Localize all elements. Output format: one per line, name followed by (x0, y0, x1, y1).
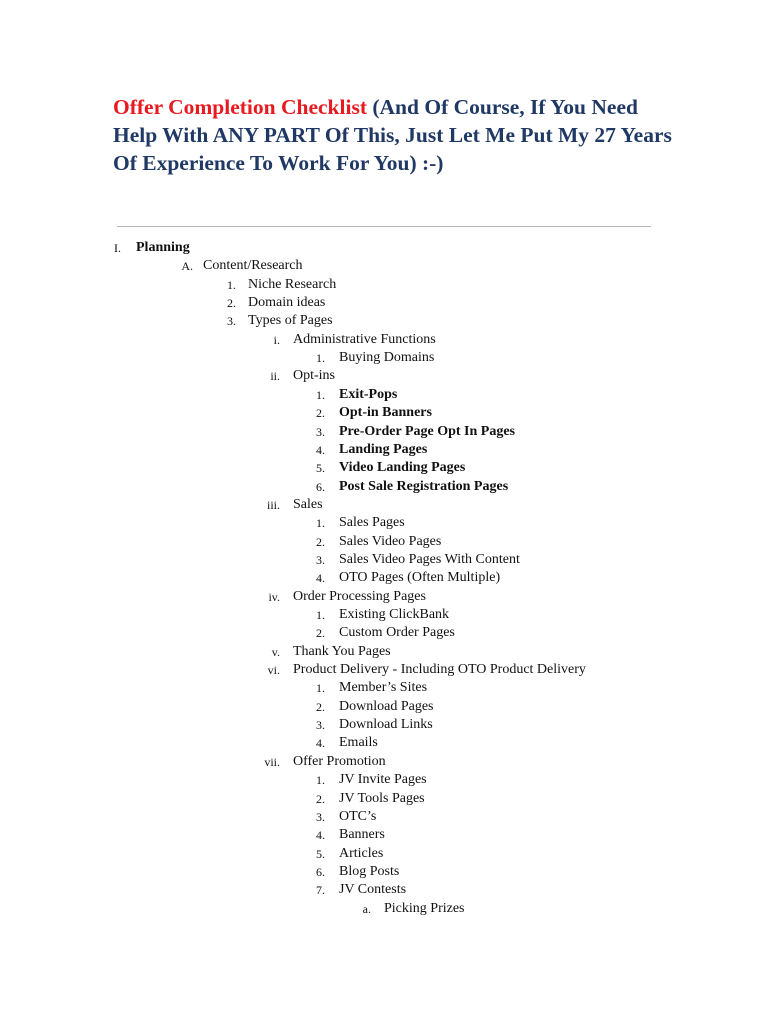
outline-item (0, 404, 432, 422)
outline-text: Banners (339, 827, 385, 843)
outline-text: JV Tools Pages (339, 790, 425, 806)
outline-item (0, 661, 586, 679)
outline-item (0, 771, 427, 789)
outline-text: Planning (136, 240, 190, 255)
outline-marker: 5. (316, 461, 325, 476)
outline-text: Picking Prizes (384, 900, 465, 916)
outline-marker: 3. (316, 718, 325, 733)
outline-marker: 1. (227, 277, 236, 292)
outline-marker: 1. (316, 681, 325, 696)
outline-item (0, 459, 465, 477)
outline-marker: 1. (316, 387, 325, 402)
outline-item (0, 294, 325, 312)
outline-marker: 1. (316, 608, 325, 622)
outline-marker: v. (271, 644, 280, 659)
outline-item (0, 551, 520, 569)
outline-item (0, 753, 386, 771)
horizontal-rule (117, 226, 651, 227)
outline-marker: 3. (316, 809, 325, 824)
outline-text: Administrative Functions (293, 331, 436, 347)
outline-marker: i. (273, 332, 280, 347)
outline-item (0, 441, 427, 459)
outline-item (0, 698, 434, 716)
outline-marker: A. (181, 259, 193, 274)
outline-item (0, 312, 333, 330)
outline-item (0, 606, 449, 624)
outline-marker: 7. (316, 883, 325, 898)
outline-text: OTC’s (339, 808, 377, 824)
outline-item (0, 386, 397, 404)
outline-marker: I. (114, 241, 121, 255)
outline-item (0, 881, 406, 899)
outline-item (0, 863, 399, 881)
outline-item (0, 349, 434, 367)
outline-item (0, 569, 500, 587)
outline-text: JV Invite Pages (339, 772, 427, 788)
outline-item (0, 716, 433, 734)
outline-marker: vii. (264, 754, 280, 769)
outline-text: Existing ClickBank (339, 607, 450, 622)
outline-item (0, 790, 425, 808)
outline-text: Download Pages (339, 698, 434, 714)
outline-marker: 1. (316, 516, 325, 531)
outline-item (0, 423, 515, 441)
outline-text: Offer Promotion (293, 753, 386, 769)
outline-item (0, 900, 465, 918)
outline-item (0, 478, 508, 496)
outline-marker: iv. (268, 589, 280, 604)
outline-text: Exit-Pops (339, 386, 398, 402)
outline-text: Sales Pages (339, 515, 405, 531)
outline-marker: 4. (316, 736, 325, 751)
outline-item (0, 826, 385, 844)
outline-text: Niche Research (248, 276, 337, 292)
outline-item (0, 679, 427, 697)
outline-text: Post Sale Registration Pages (339, 478, 509, 494)
outline-text: Sales Video Pages With Content (339, 551, 520, 567)
outline-text: Blog Posts (339, 863, 400, 879)
outline-text: Order Processing Pages (293, 588, 426, 604)
outline-marker: 3. (316, 424, 325, 439)
outline-text: Video Landing Pages (339, 460, 466, 476)
outline-text: Member’s Sites (339, 680, 428, 696)
outline-marker: 2. (316, 406, 325, 421)
outline-item (0, 514, 405, 532)
outline-item (0, 643, 391, 661)
outline-text: Thank You Pages (293, 643, 391, 659)
outline-text: Custom Order Pages (339, 625, 455, 641)
outline-marker: ii. (270, 369, 280, 384)
outline-text: Landing Pages (339, 441, 428, 457)
outline-marker: 2. (227, 296, 236, 311)
outline-text: Domain ideas (248, 295, 326, 311)
outline-item (0, 533, 441, 551)
outline-marker: 2. (316, 534, 325, 549)
document-title (113, 93, 673, 177)
title-rest: (And Of Course, If You Need Help With ANY PART Of This, Just Let Me Put My 27 Years Of Experience To Work For You) :-) (113, 95, 672, 175)
outline-marker: 3. (227, 314, 236, 329)
outline-item (0, 331, 436, 349)
outline-marker: a. (362, 901, 371, 916)
outline-marker: 4. (316, 571, 325, 586)
title-highlight: Offer Completion Checklist (113, 95, 367, 119)
outline-marker: 5. (316, 846, 325, 861)
outline-text: Articles (339, 845, 384, 861)
outline-text: JV Contests (339, 882, 407, 898)
outline-text: Types of Pages (248, 313, 333, 329)
outline-marker: 1. (316, 351, 325, 366)
outline-text: Download Links (339, 717, 433, 733)
outline-marker: 4. (316, 442, 325, 457)
outline-text: Product Delivery - Including OTO Product Delivery (293, 662, 586, 678)
outline-marker: 6. (316, 479, 325, 494)
outline-text: Opt-ins (293, 368, 335, 384)
outline-item (0, 624, 455, 642)
outline-item (0, 367, 335, 385)
outline-text: Content/Research (203, 258, 303, 274)
outline-item (0, 845, 383, 863)
outline-text: Buying Domains (339, 350, 435, 366)
outline-text: Emails (339, 735, 378, 751)
outline-text: Opt-in Banners (339, 405, 432, 421)
outline-item (0, 257, 303, 275)
outline-marker: 2. (316, 626, 325, 641)
outline-marker: 4. (316, 828, 325, 843)
outline-marker: vi. (267, 663, 280, 678)
outline-item (0, 239, 190, 257)
outline-item (0, 808, 376, 826)
outline-marker: 1. (316, 773, 325, 788)
outline-marker: 2. (316, 791, 325, 806)
outline-item (0, 496, 323, 514)
outline-marker: 3. (316, 552, 325, 567)
outline-item (0, 588, 426, 606)
outline-marker: 2. (316, 699, 325, 714)
outline-text: OTO Pages (Often Multiple) (339, 570, 501, 586)
outline-text: Sales (293, 496, 323, 512)
outline-marker: 6. (316, 864, 325, 879)
outline-item (0, 276, 336, 294)
outline-item (0, 734, 378, 752)
outline-text: Sales Video Pages (339, 533, 442, 549)
outline-text: Pre-Order Page Opt In Pages (339, 423, 516, 439)
outline-marker: iii. (266, 497, 280, 512)
